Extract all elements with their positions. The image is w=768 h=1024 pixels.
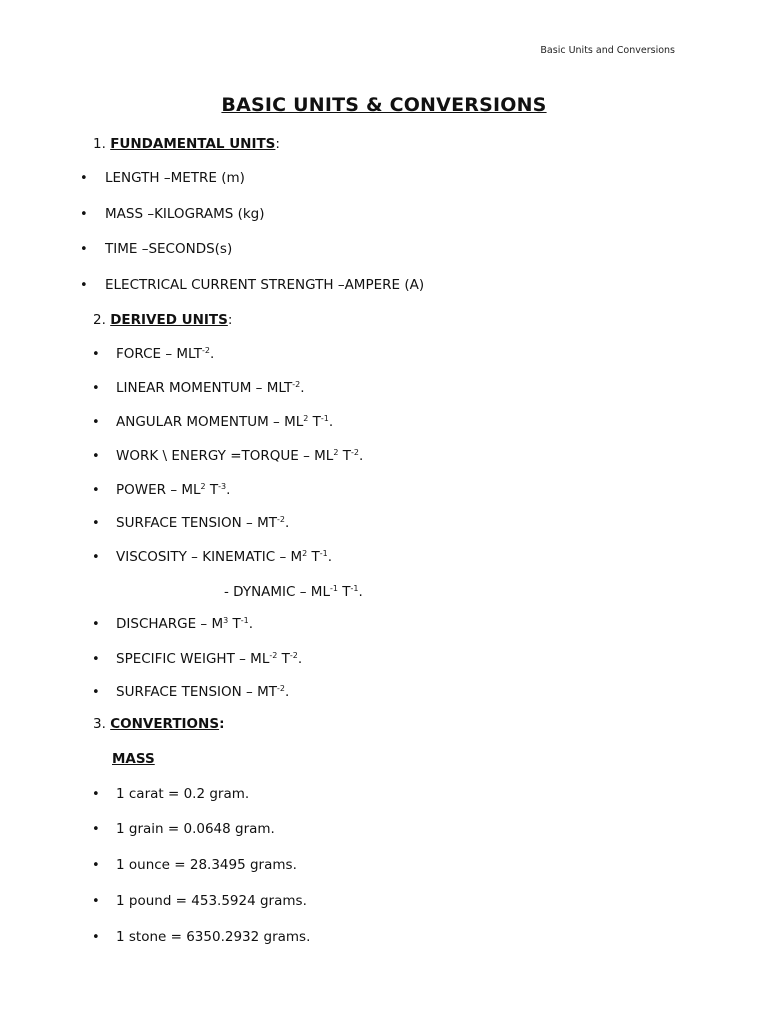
quantity-label: ANGULAR MOMENTUM – — [116, 414, 285, 430]
dimension-exponent: -2 — [292, 380, 301, 389]
bullet-icon: • — [92, 550, 100, 565]
dimension-exponent: 3 — [223, 616, 229, 625]
list-item — [116, 380, 305, 396]
dimension-exponent: -3 — [218, 482, 227, 491]
section-colon: : — [227, 312, 233, 328]
dimension-exponent: -2 — [289, 651, 298, 660]
dimension-exponent: -1 — [329, 584, 338, 593]
section-number: 1. — [93, 136, 106, 152]
dimension-exponent: -2 — [277, 515, 285, 524]
line-end: . — [327, 549, 333, 565]
line-end: . — [248, 616, 254, 632]
document-title: BASIC UNITS & CONVERSIONS — [221, 94, 547, 116]
list-item — [116, 684, 289, 700]
section-number: 3. — [93, 716, 106, 732]
line-end: . — [358, 584, 363, 600]
line-end: . — [209, 346, 215, 362]
list-item — [116, 549, 332, 565]
bullet-icon: • — [92, 652, 100, 667]
quantity-label: SURFACE TENSION – — [116, 684, 258, 700]
section-heading-fundamental-units — [93, 136, 280, 152]
dimension-base: ML — [314, 448, 334, 464]
dimension-exponent: -2 — [277, 684, 285, 693]
bullet-icon: • — [80, 171, 88, 186]
line-end: . — [358, 448, 364, 464]
bullet-icon: • — [92, 894, 100, 909]
dimension-base: ML — [250, 651, 270, 667]
quantity-label: SURFACE TENSION – — [116, 515, 258, 531]
bullet-icon: • — [92, 483, 100, 498]
dimension-base: MT — [257, 684, 277, 700]
section-colon: : — [275, 136, 280, 152]
dimension-base: T — [205, 482, 219, 498]
line-end: . — [297, 651, 303, 667]
dimension-exponent: -1 — [240, 616, 249, 625]
list-item — [116, 616, 253, 632]
list-item: 1 pound = 453.5924 grams. — [116, 893, 307, 909]
dimension-base: MT — [257, 515, 277, 531]
bullet-icon: • — [80, 242, 88, 257]
bullet-icon: • — [80, 278, 88, 293]
quantity-label: POWER – — [116, 482, 182, 498]
dimension-exponent: -2 — [201, 346, 210, 355]
dimension-base: M — [211, 616, 224, 632]
list-item: 1 grain = 0.0648 gram. — [116, 821, 275, 837]
line-end: . — [300, 380, 305, 396]
dimension-exponent: -1 — [319, 549, 328, 558]
bullet-icon: • — [92, 685, 100, 700]
dimension-exponent: -1 — [320, 414, 329, 423]
line-end: . — [284, 684, 290, 700]
dimension-base: ML — [310, 584, 330, 600]
dimension-base: T — [307, 549, 320, 565]
quantity-label: LINEAR MOMENTUM – — [116, 380, 267, 396]
list-item — [116, 448, 363, 464]
bullet-icon: • — [92, 381, 100, 396]
bullet-icon: • — [92, 415, 100, 430]
bullet-icon: • — [92, 347, 100, 362]
bullet-icon: • — [80, 207, 88, 222]
bullet-icon: • — [92, 516, 100, 531]
list-item: TIME –SECONDS(s) — [105, 241, 233, 257]
quantity-label: - DYNAMIC – — [224, 584, 311, 600]
dimension-base: T — [308, 414, 321, 430]
bullet-icon: • — [92, 787, 100, 802]
line-end: . — [284, 515, 290, 531]
bullet-icon: • — [92, 449, 100, 464]
dimension-base: T — [337, 584, 351, 600]
list-item — [116, 414, 333, 430]
dimension-base: MLT — [266, 380, 293, 396]
dimension-base: MLT — [176, 346, 202, 362]
bullet-icon: • — [92, 617, 100, 632]
list-item: 1 ounce = 28.3495 grams. — [116, 857, 297, 873]
quantity-label: FORCE – — [116, 346, 177, 362]
dimension-base: ML — [284, 414, 304, 430]
dimension-exponent: -2 — [350, 448, 359, 457]
list-item — [224, 584, 363, 600]
section-heading-derived-units — [93, 312, 232, 328]
quantity-label: DISCHARGE – — [116, 616, 212, 632]
list-item: 1 carat = 0.2 gram. — [116, 786, 250, 802]
subheading-mass: MASS — [112, 751, 155, 767]
section-number: 2. — [93, 312, 106, 328]
running-header: Basic Units and Conversions — [540, 45, 675, 56]
dimension-exponent: -1 — [350, 584, 359, 593]
section-title: DERIVED UNITS — [110, 312, 228, 328]
section-title: FUNDAMENTAL UNITS — [110, 136, 276, 152]
dimension-exponent: -2 — [269, 651, 278, 660]
section-heading-convertions — [93, 716, 224, 732]
quantity-label: WORK \ ENERGY =TORQUE – — [116, 448, 315, 464]
dimension-exponent: 2 — [303, 414, 309, 423]
line-end: . — [328, 414, 334, 430]
dimension-base: T — [228, 616, 241, 632]
dimension-exponent: 2 — [302, 549, 308, 558]
line-end: . — [226, 482, 231, 498]
list-item — [116, 346, 214, 362]
dimension-base: M — [290, 549, 303, 565]
section-colon: : — [219, 716, 225, 732]
bullet-icon: • — [92, 930, 100, 945]
dimension-exponent: 2 — [200, 482, 206, 491]
list-item: MASS –KILOGRAMS (kg) — [105, 206, 265, 222]
quantity-label: SPECIFIC WEIGHT – — [116, 651, 251, 667]
list-item: LENGTH –METRE (m) — [105, 170, 245, 186]
dimension-base: T — [277, 651, 290, 667]
dimension-base: ML — [181, 482, 201, 498]
list-item — [116, 515, 289, 531]
dimension-exponent: 2 — [333, 448, 339, 457]
list-item — [116, 651, 302, 667]
section-title: CONVERTIONS — [110, 716, 220, 732]
dimension-base: T — [338, 448, 351, 464]
bullet-icon: • — [92, 822, 100, 837]
list-item: ELECTRICAL CURRENT STRENGTH –AMPERE (A) — [105, 277, 425, 293]
quantity-label: VISCOSITY – KINEMATIC – — [116, 549, 291, 565]
list-item: 1 stone = 6350.2932 grams. — [116, 929, 311, 945]
bullet-icon: • — [92, 858, 100, 873]
list-item — [116, 482, 230, 498]
